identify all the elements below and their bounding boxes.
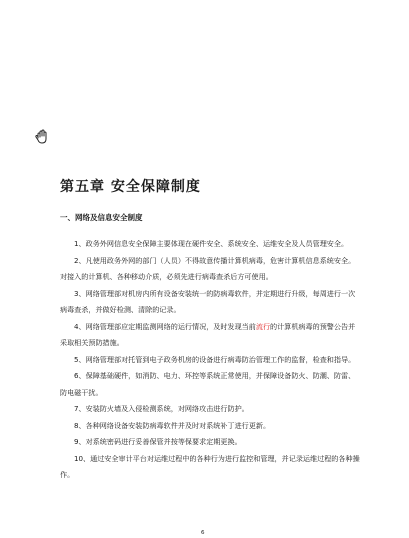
section-heading: 一、网络及信息安全制度: [60, 213, 143, 222]
paragraph-4-text-a: 4、网络管理部应定期监测网络的运行情况，及时发现当前: [74, 321, 256, 331]
paragraph-9: 9、对系统密码进行妥善保管并按等保要求定期更换。: [74, 437, 242, 446]
body-text: [60, 236, 360, 484]
paragraph-4-text-b: 的计算机病毒的预警公告并采取相关预防措施。: [60, 321, 356, 347]
paragraph-10: 10、通过安全审计平台对运维过程中的各种行为进行监控和管理，并记录运维过程的各种操作。: [60, 453, 360, 479]
paragraph-8: 8、各种网络设备安装防病毒软件并及时对系统补丁进行更新。: [74, 420, 271, 430]
hand-icon: [34, 128, 52, 146]
paragraph-1: 1、政务外网信息安全保障主要体现在硬件安全、系统安全、运维安全及人员管理安全。: [74, 239, 349, 248]
paragraph-4: [60, 319, 360, 352]
paragraph-5: 5、网络管理部对托管到电子政务机房的设备进行病毒防治管理工作的监督，检查和指导。: [74, 354, 356, 364]
paragraph-7: 7、安装防火墙及入侵检测系统，对网络攻击进行防护。: [74, 404, 249, 413]
chapter-title: 第五章 安全保障制度: [60, 179, 201, 195]
page-number: 6: [201, 530, 205, 536]
paragraph-3: 3、网络管理部对机房内所有设备安装统一的防病毒软件，并定期进行升级，每周进行一次病毒查杀，并做好检测、清除的记录。: [60, 288, 356, 314]
paragraph-2: 2、凡使用政务外网的部门（人员）不得故意传播计算机病毒，危害计算机信息系统安全。对接入的计算机、各种移动介质，必须先进行病毒查杀后方可使用。: [60, 255, 356, 281]
highlighted-word: 流行: [255, 321, 271, 331]
paragraph-6: 6、保障基础硬件，如消防、电力、环控等系统正常使用，并保障设备防火、防潮、防雷、防电磁干扰。: [60, 371, 356, 397]
